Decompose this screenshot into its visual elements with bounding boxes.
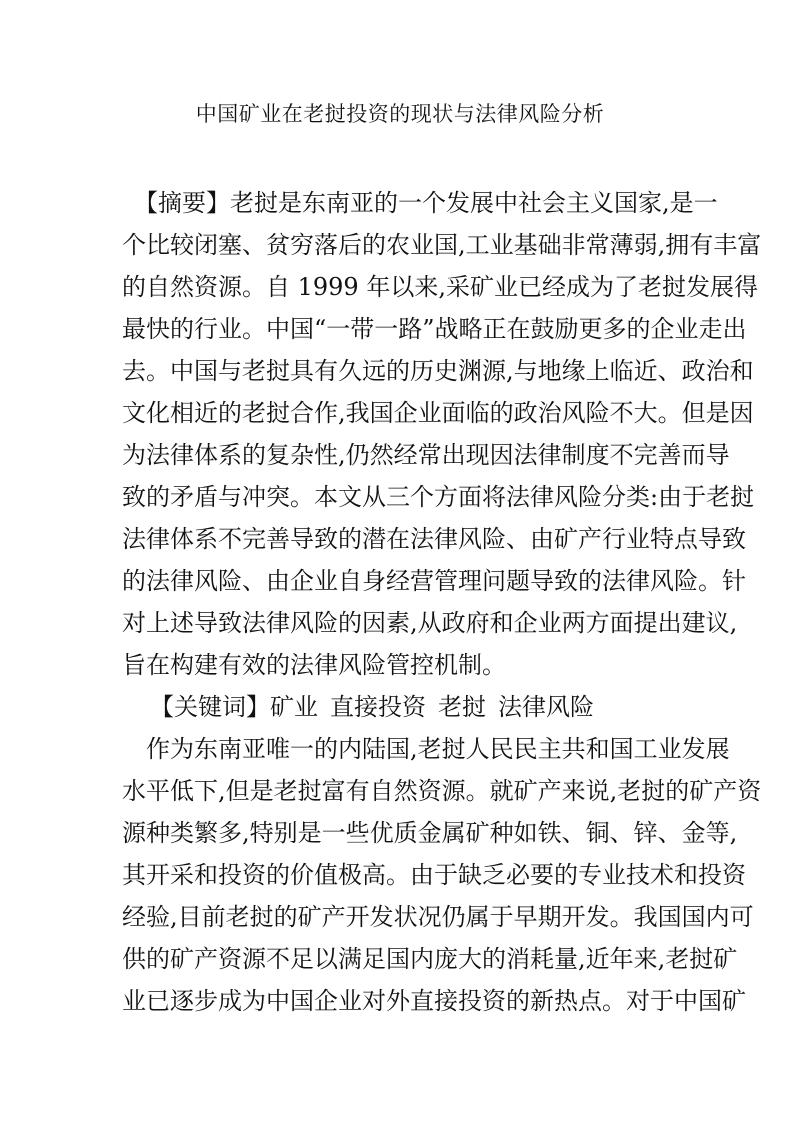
abstract-line: 致的矛盾与冲突。本文从三个方面将法律风险分类:由于老挝 [122, 483, 755, 511]
keyword-item: 矿业 [270, 693, 318, 721]
abstract-line: 【摘要】老挝是东南亚的一个发展中社会主义国家,是一 [122, 189, 718, 217]
abstract-line: 最快的行业。中国“一带一路”战略正在鼓励更多的企业走出 [122, 315, 747, 343]
body-line: 经验,目前老挝的矿产开发状况仍属于早期开发。我国国内可 [122, 903, 754, 931]
keyword-item: 法律风险 [498, 693, 594, 721]
abstract-line: 法律体系不完善导致的潜在法律风险、由矿产行业特点导致 [122, 525, 746, 553]
abstract-line: 为法律体系的复杂性,仍然经常出现因法律制度不完善而导 [122, 441, 730, 469]
abstract-line: 的法律风险、由企业自身经营管理问题导致的法律风险。针 [122, 567, 746, 595]
abstract-line: 对上述导致法律风险的因素,从政府和企业两方面提出建议, [122, 609, 738, 637]
body-line: 业已逐步成为中国企业对外直接投资的新热点。对于中国矿 [122, 987, 746, 1015]
abstract-line: 个比较闭塞、贫穷落后的农业国,工业基础非常薄弱,拥有丰富 [122, 231, 762, 259]
keyword-item: 直接投资 [330, 693, 426, 721]
paper-title: 中国矿业在老挝投资的现状与法律风险分析 [195, 102, 605, 126]
body-line: 作为东南亚唯一的内陆国,老挝人民民主共和国工业发展 [122, 735, 730, 763]
abstract-line: 去。中国与老挝具有久远的历史渊源,与地缘上临近、政治和 [122, 357, 754, 385]
keywords-label: 【关键词】 [150, 693, 270, 721]
body-line: 源种类繁多,特别是一些优质金属矿种如铁、铜、锌、金等, [122, 819, 738, 847]
body-line: 其开采和投资的价值极高。由于缺乏必要的专业技术和投资 [122, 861, 746, 889]
abstract-line: 文化相近的老挝合作,我国企业面临的政治风险不大。但是因 [122, 399, 754, 427]
abstract-line: 旨在构建有效的法律风险管控机制。 [122, 651, 506, 679]
keywords-line [150, 689, 606, 725]
abstract-line: 的自然资源。自 1999 年以来,采矿业已经成为了老挝发展得 [122, 273, 758, 301]
body-line: 水平低下,但是老挝富有自然资源。就矿产来说,老挝的矿产资 [122, 777, 762, 805]
keyword-item: 老挝 [438, 693, 486, 721]
body-line: 供的矿产资源不足以满足国内庞大的消耗量,近年来,老挝矿 [122, 945, 738, 973]
